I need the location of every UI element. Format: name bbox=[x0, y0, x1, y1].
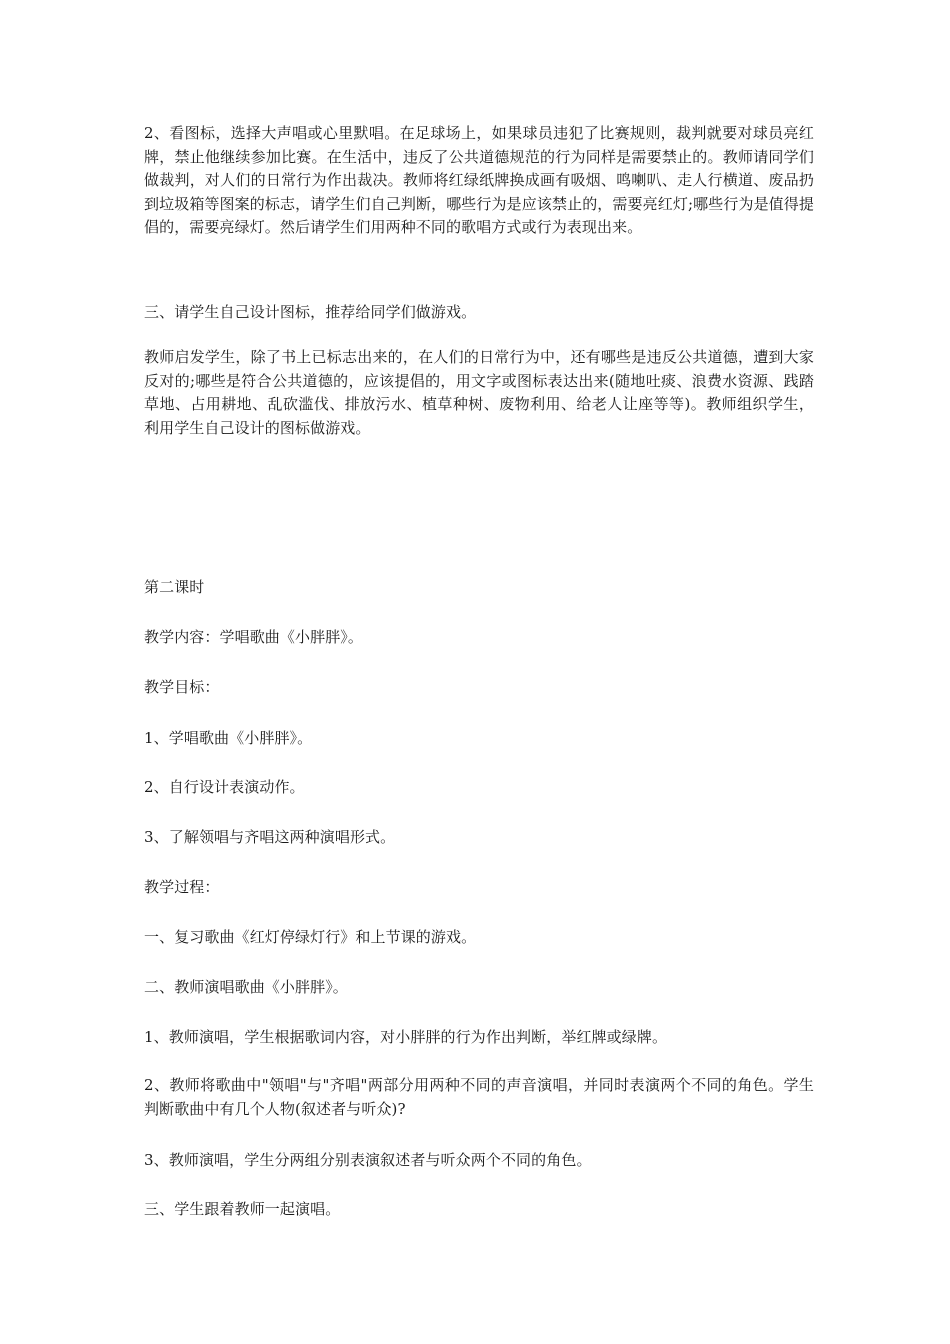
paragraph-teacher-inspires: 教师启发学生，除了书上已标志出来的，在人们的日常行为中，还有哪些是违反公共道德，遭到大家反对的;哪些是符合公共道德的，应该提倡的，用文字或图标表达出来(随地吐痰、浪费水资源、践踏草地、占用耕地、乱砍滥伐、排放污水、植草种树、废物利用、给老人让座等等)。教师组织学生，利用学生自己设计的图标做游戏。 bbox=[144, 348, 814, 437]
teaching-goals-heading: 教学目标： bbox=[144, 678, 220, 696]
teaching-content: 教学内容：学唱歌曲《小胖胖》。 bbox=[144, 628, 364, 646]
paragraph-look-at-icons: 2、看图标，选择大声唱或心里默唱。在足球场上，如果球员违犯了比赛规则，裁判就要对球员亮红牌，禁止他继续参加比赛。在生活中，违反了公共道德规范的行为同样是需要禁止的。教师请同学们做裁判，对人们的日常行为作出裁决。教师将红绿纸牌换成画有吸烟、鸣喇叭、走人行横道、废品扔到垃圾箱等图案的标志，请学生们自己判断，哪些行为是应该禁止的，需要亮红灯;哪些行为是值得提倡的，需要亮绿灯。然后请学生们用两种不同的歌唱方式或行为表现出来。 bbox=[144, 124, 814, 236]
process-substep-3: 3、教师演唱，学生分两组分别表演叙述者与听众两个不同的角色。 bbox=[144, 1151, 592, 1169]
goal-item-1: 1、学唱歌曲《小胖胖》。 bbox=[144, 729, 313, 747]
process-step-1: 一、复习歌曲《红灯停绿灯行》和上节课的游戏。 bbox=[144, 928, 477, 946]
process-step-2: 二、教师演唱歌曲《小胖胖》。 bbox=[144, 978, 348, 996]
paragraph-design-icons-heading: 三、请学生自己设计图标，推荐给同学们做游戏。 bbox=[144, 303, 477, 321]
lesson-two-heading: 第二课时 bbox=[144, 578, 205, 596]
goal-item-2: 2、自行设计表演动作。 bbox=[144, 778, 305, 796]
process-substep-2: 2、教师将歌曲中"领唱"与"齐唱"两部分用两种不同的声音演唱，并同时表演两个不同的角色。学生判断歌曲中有几个人物(叙述者与听众)? bbox=[144, 1076, 814, 1118]
goal-item-3: 3、了解领唱与齐唱这两种演唱形式。 bbox=[144, 828, 396, 846]
process-substep-1: 1、教师演唱，学生根据歌词内容，对小胖胖的行为作出判断，举红牌或绿牌。 bbox=[144, 1028, 668, 1046]
teaching-process-heading: 教学过程： bbox=[144, 878, 220, 896]
process-step-3: 三、学生跟着教师一起演唱。 bbox=[144, 1200, 341, 1218]
